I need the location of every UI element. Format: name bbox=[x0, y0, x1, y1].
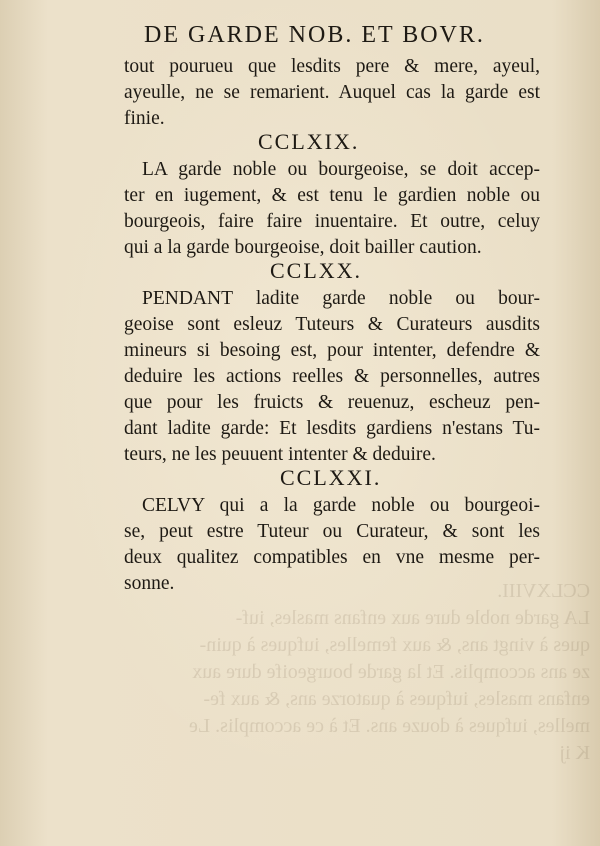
body-line: tout pourueu que lesdits pere & mere, ayeul, bbox=[124, 56, 540, 77]
article-number: CCLXX. bbox=[270, 258, 363, 283]
body-line: PENDANT ladite garde noble ou bour- bbox=[142, 288, 540, 309]
body-line: ter en iugement, & est tenu le gardien noble ou bbox=[124, 185, 540, 206]
body-line: deduire les actions reelles & personnelles, autres bbox=[124, 366, 540, 387]
body-line: qui a la garde bourgeoise, doit bailler caution. bbox=[124, 237, 482, 258]
body-line: mineurs si besoing est, pour intenter, defendre & bbox=[124, 340, 540, 361]
body-line: bourgeois, faire faire inuentaire. Et outre, celuy bbox=[124, 211, 540, 232]
body-line: que pour les fruicts & reuenuz, escheuz pen- bbox=[124, 392, 540, 413]
article-number: CCLXXI. bbox=[280, 465, 382, 490]
body-line: geoise sont esleuz Tuteurs & Curateurs ausdits bbox=[124, 314, 540, 335]
body-line: LA garde noble ou bourgeoise, se doit accep- bbox=[142, 159, 540, 180]
body-line: teurs, ne les peuuent intenter & deduire. bbox=[124, 444, 436, 465]
bleed-through-shadow: CCLXVIII. LA garde noble dure aux enfans masles, iuf- ques à vingt ans, & aux femelles, iufques à quin- ze ans accomplis. Et la garde bourgeoife dure aux enfans masles, iufques à quatorze ans, & aux fe- melles, iufques à douze ans. Et à ce accomplis. Le K ij bbox=[189, 580, 590, 764]
body-line: deux qualitez compatibles en vne mesme per- bbox=[124, 547, 540, 568]
body-line: dant ladite garde: Et lesdits gardiens n'estans Tu- bbox=[124, 418, 540, 439]
article-number: CCLXIX. bbox=[258, 129, 360, 154]
body-line: se, peut estre Tuteur ou Curateur, & sont les bbox=[124, 521, 540, 542]
running-head: DE GARDE NOB. ET BOVR. bbox=[144, 22, 485, 48]
body-line: ayeulle, ne se remarient. Auquel cas la garde est bbox=[124, 82, 540, 103]
body-line: CELVY qui a la garde noble ou bourgeoi- bbox=[142, 495, 540, 516]
body-line: finie. bbox=[124, 108, 165, 129]
body-line: sonne. bbox=[124, 573, 175, 594]
